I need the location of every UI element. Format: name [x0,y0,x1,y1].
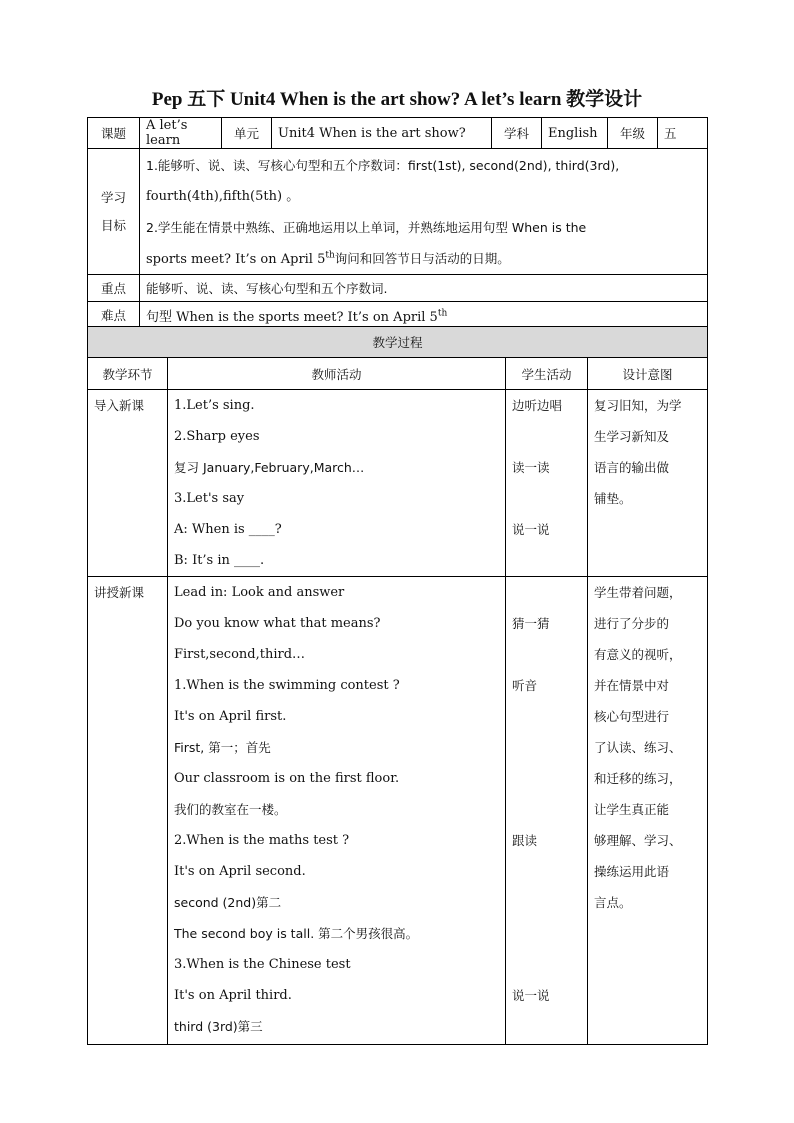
col-intent: 设计意图 [588,358,708,390]
student-activity-line: 读一读 [512,460,550,475]
teacher-activity-line: First,second,third… [174,647,306,662]
goals-line-4 [146,243,707,274]
key-point-value: 能够听、说、读、写核心句型和五个序数词. [140,275,708,302]
teacher-activity-line: The second boy is tall. 第二个男孩很高。 [174,926,419,941]
difficulty-value-sup: th [437,308,448,319]
teacher-activity-line: First, 第一；首先 [174,740,271,755]
teacher-activity-line: Lead in: Look and answer [174,585,345,600]
student-activity-line: 说一说 [512,522,550,537]
teacher-activity-line: Our classroom is on the first floor. [174,771,400,786]
student-activity-line: 猜一猜 [512,616,550,631]
intent-line: 让学生真正能 [594,802,670,817]
info-table [87,117,708,329]
intent-line: 够理解、学习、 [594,833,682,848]
key-point-label: 重点 [88,275,140,302]
intent-line: 并在情景中对 [594,678,670,693]
student-activity-line [512,732,587,763]
teacher-activity-line: 3.When is the Chinese test [174,957,351,972]
student-activity-line: 边听边唱 [512,398,563,413]
grade-label: 年级 [608,118,658,149]
intent-line: 铺垫。 [594,491,632,506]
teacher-activity-line: 我们的教室在一楼。 [174,802,287,817]
student-activity-line [512,949,587,980]
teacher-activity-line: B: It’s in ____. [174,553,265,568]
difficulty-value-text: 句型 When is the sports meet? It’s on April 5 [146,309,438,325]
goals-line-4a: sports meet? It’s on April 5 [146,251,326,267]
student-activity-line: 听音 [512,678,538,693]
student-activity-line [512,794,587,825]
intent-line: 学生带着问题， [594,585,682,600]
teacher-activity-line: Do you know what that means? [174,616,381,631]
teacher-activity-line: 2.Sharp eyes [174,429,260,444]
col-stage: 教学环节 [88,358,168,390]
difficulty-label: 难点 [88,302,140,329]
process-header: 教学过程 [88,327,708,358]
student-cell [506,577,588,1045]
student-activity-line [512,545,587,576]
student-activity-line [512,701,587,732]
table-row [88,577,708,1045]
stage-cell [88,577,168,1045]
student-activity-line [512,639,587,670]
subject-value: English [542,118,608,149]
student-activity-line [512,1011,587,1042]
teacher-activity-line: It's on April second. [174,864,306,879]
topic-value: A let’s learn [140,118,222,149]
goals-line-4b: 询问和回答节日与活动的日期。 [334,250,510,266]
teacher-activity-line: 2.When is the maths test ? [174,833,350,848]
stage-label: 讲授新课 [94,585,145,600]
intent-line: 语言的输出做 [594,460,670,475]
student-activity-line: 说一说 [512,988,550,1003]
student-activity-line [512,918,587,949]
col-student: 学生活动 [506,358,588,390]
teacher-activity-line: It's on April first. [174,709,287,724]
student-cell [506,390,588,577]
grade-value: 五 [658,118,708,149]
intent-line: 核心句型进行 [594,709,670,724]
intent-cell [588,390,708,577]
goals-line-3: 2.学生能在情景中熟练、正确地运用以上单词，并熟练地运用句型 When is the [146,219,587,235]
unit-value: Unit4 When is the art show? [272,118,492,149]
intent-line: 言点。 [594,895,632,910]
teacher-activity-line: second (2nd)第二 [174,895,282,910]
teacher-activity-line: 1.Let’s sing. [174,398,255,413]
goals-label-line2: 目标 [100,217,126,233]
teacher-activity-line: 1.When is the swimming contest ? [174,678,400,693]
subject-label: 学科 [492,118,542,149]
intent-line: 进行了分步的 [594,616,670,631]
goals-content [140,149,708,275]
intent-line: 操练运用此语 [594,864,670,879]
teacher-cell [168,577,506,1045]
col-teacher: 教师活动 [168,358,506,390]
student-activity-line: 跟读 [512,833,538,848]
teacher-activity-line: 复习 January,February,March… [174,460,365,475]
student-activity-line [512,577,587,608]
goals-label [88,149,140,275]
intent-line: 有意义的视听， [594,647,682,662]
student-activity-line [512,856,587,887]
teacher-cell [168,390,506,577]
teacher-activity-line: It's on April third. [174,988,292,1003]
teacher-activity-line: 3.Let's say [174,491,245,506]
student-activity-line [512,763,587,794]
student-activity-line [512,887,587,918]
intent-line: 生学习新知及 [594,429,670,444]
intent-line: 和迁移的练习， [594,771,682,786]
process-table [87,326,708,1045]
unit-label: 单元 [222,118,272,149]
difficulty-value [140,302,708,329]
student-activity-line [512,483,587,514]
teacher-activity-line: A: When is ____? [174,522,282,537]
teacher-activity-line: third (3rd)第三 [174,1019,263,1034]
stage-label: 导入新课 [94,398,145,413]
goals-line-2: fourth(4th),fifth(5th) 。 [146,188,300,204]
goals-line-1: 1.能够听、说、读、写核心句型和五个序数词：first(1st), second(2nd), third(3rd), [146,157,620,173]
student-activity-line [512,421,587,452]
goals-line-4-sup: th [325,250,335,261]
table-row [88,390,708,577]
topic-label: 课题 [88,118,140,149]
stage-cell [88,390,168,577]
document-title: Pep 五下 Unit4 When is the art show? A let’s learn 教学设计 [151,89,643,110]
goals-label-line1: 学习 [100,189,126,205]
intent-cell [588,577,708,1045]
intent-line: 复习旧知，为学 [594,398,682,413]
intent-line: 了认读、练习、 [594,740,682,755]
